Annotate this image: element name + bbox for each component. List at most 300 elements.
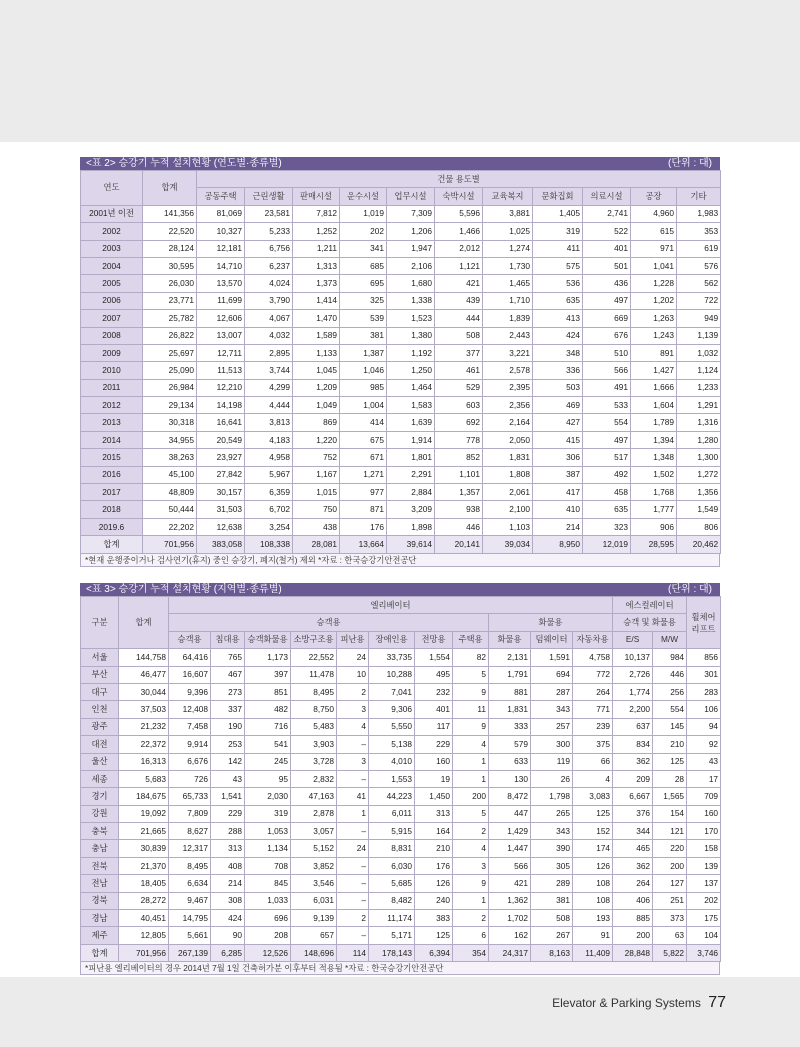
table-cell: 5,661 [169,927,211,944]
total-cell: 12,526 [245,944,291,961]
row-label: 2018 [81,501,143,518]
header-total: 합계 [143,171,197,206]
table-row [81,414,721,431]
table-cell: 30,318 [143,414,197,431]
row-label: 광주 [81,718,119,735]
table-cell: 22,372 [119,736,169,753]
table-cell: 603 [435,397,483,414]
table-cell: 12,181 [197,240,245,257]
table-cell: 121 [653,823,687,840]
table-cell: 417 [533,484,583,501]
table-row [81,223,721,240]
table-cell: 8,495 [169,857,211,874]
table-cell: 30,044 [119,683,169,700]
table-3-unit: (단위 : 대) [668,584,712,595]
table-cell: 852 [435,449,483,466]
table-cell: 28 [653,770,687,787]
table-cell: 1,049 [293,397,340,414]
table-cell: 95 [245,770,291,787]
table-cell: 1,947 [387,240,435,257]
table-cell: 771 [573,701,613,718]
table-cell: 91 [573,927,613,944]
table-cell: 709 [687,788,721,805]
column-header: 교육복지 [483,188,533,205]
table-cell: 184,675 [119,788,169,805]
table-cell: 22,520 [143,223,197,240]
total-cell: 28,595 [631,536,677,553]
table-cell: 28,124 [143,240,197,257]
table-cell: 8,472 [489,788,531,805]
table-cell: 1,565 [653,788,687,805]
table-cell: 1,831 [483,449,533,466]
table-cell: 2 [453,823,489,840]
table-cell: 1,300 [677,449,721,466]
table-cell: 1,228 [631,275,677,292]
table-2-unit: (단위 : 대) [668,158,712,169]
table-cell: 637 [613,718,653,735]
table-cell: 4 [573,770,613,787]
total-cell: 12,019 [583,536,631,553]
table-cell: 1,465 [483,275,533,292]
table-cell: 37,503 [119,701,169,718]
table-cell: 5,596 [435,205,483,222]
table-cell: 200 [653,857,687,874]
table-cell: 4 [453,736,489,753]
table-cell: 11,174 [369,910,415,927]
table-cell: 139 [687,857,721,874]
table-cell: 575 [533,257,583,274]
row-label: 경북 [81,892,119,909]
table-cell: 1,604 [631,397,677,414]
table-row [81,501,721,518]
table-cell: 325 [340,292,387,309]
table-cell: 1,777 [631,501,677,518]
table-cell: 1,730 [483,257,533,274]
table-cell: 1,103 [483,518,533,535]
table-cell: 491 [583,379,631,396]
table-cell: 11,513 [197,362,245,379]
table-cell: 38,263 [143,449,197,466]
table-row [81,892,721,909]
table-cell: 566 [583,362,631,379]
table-cell: 469 [533,397,583,414]
row-label: 2004 [81,257,143,274]
table-row [81,805,721,822]
table-cell: 27,842 [197,466,245,483]
table-cell: 20,549 [197,431,245,448]
total-row [81,944,721,961]
table-cell: 1,373 [293,275,340,292]
table-cell: 1,898 [387,518,435,535]
table-cell: 985 [340,379,387,396]
table-cell: 164 [415,823,453,840]
table-cell: 2,443 [483,327,533,344]
table-cell: 408 [211,857,245,874]
table-cell: 2,726 [613,666,653,683]
table-row [81,927,721,944]
table-cell: 82 [453,649,489,666]
table-cell: 64,416 [169,649,211,666]
table-cell: 9 [453,718,489,735]
table-cell: 2,741 [583,205,631,222]
table-cell: 1,316 [677,414,721,431]
table-cell: 9,139 [291,910,337,927]
table-cell: 333 [489,718,531,735]
table-cell: 6,676 [169,753,211,770]
table-cell: 750 [293,501,340,518]
column-header: 문화집회 [533,188,583,205]
column-header: 피난용 [337,631,369,648]
table-cell: 5,138 [369,736,415,753]
table-cell: 1,549 [677,501,721,518]
table-cell: 362 [613,753,653,770]
table-cell: 3,254 [245,518,293,535]
table-cell: 125 [573,805,613,822]
table-cell: 411 [533,240,583,257]
table-cell: 6,237 [245,257,293,274]
table-row [81,857,721,874]
table-cell: 8,482 [369,892,415,909]
table-cell: 1,252 [293,223,340,240]
header-escalator-sub: 승객 및 화물용 [613,614,687,631]
row-label: 전남 [81,875,119,892]
table-cell: 229 [211,805,245,822]
total-cell: 701,956 [119,944,169,961]
table-cell: 5,483 [291,718,337,735]
table-cell: 119 [531,753,573,770]
table-cell: 3,790 [245,292,293,309]
table-row [81,431,721,448]
row-label: 2007 [81,310,143,327]
table-cell: 533 [583,397,631,414]
table-cell: 1,502 [631,466,677,483]
column-header: 화물용 [489,631,531,648]
table-cell: 33,735 [369,649,415,666]
table-cell: 2,050 [483,431,533,448]
table-cell: 1 [337,805,369,822]
table-cell: 12,638 [197,518,245,535]
table-cell: 1,019 [340,205,387,222]
table-cell: 694 [531,666,573,683]
table-cell: – [337,736,369,753]
table-cell: 692 [435,414,483,431]
table-cell: 4,960 [631,205,677,222]
table-cell: 3,728 [291,753,337,770]
table-cell: 30,157 [197,484,245,501]
table-cell: 447 [489,805,531,822]
table-cell: 117 [415,718,453,735]
table-cell: 3,057 [291,823,337,840]
table-cell: 214 [533,518,583,535]
table-cell: 208 [245,927,291,944]
table-cell: 971 [631,240,677,257]
table-cell: 497 [583,292,631,309]
table-cell: 497 [583,431,631,448]
table-cell: 492 [583,466,631,483]
table-cell: 14,710 [197,257,245,274]
column-header: 장애인용 [369,631,415,648]
table-cell: 2,356 [483,397,533,414]
table-cell: 1,263 [631,310,677,327]
table-cell: 778 [435,431,483,448]
table-cell: 984 [653,649,687,666]
table-cell: 31,503 [197,501,245,518]
table-cell: 1,124 [677,362,721,379]
row-label: 전북 [81,857,119,874]
table-row [81,666,721,683]
table-cell: 8,750 [291,701,337,718]
table-cell: 2,030 [245,788,291,805]
table-cell: 11,478 [291,666,337,683]
table-cell: 10,327 [197,223,245,240]
table-cell: 1 [453,753,489,770]
table-cell: 4 [453,840,489,857]
table-cell: 47,163 [291,788,337,805]
table-cell: 18,405 [119,875,169,892]
header-passenger: 승객용 [169,614,489,631]
table-cell: 1,046 [340,362,387,379]
table-cell: 401 [415,701,453,718]
table-cell: 2,578 [483,362,533,379]
table-cell: 1,271 [340,466,387,483]
total-cell: 24,317 [489,944,531,961]
table-cell: 4,024 [245,275,293,292]
table-cell: 26,984 [143,379,197,396]
column-header: 공장 [631,188,677,205]
table-cell: 869 [293,414,340,431]
table-cell: 1,427 [631,362,677,379]
table-cell: 444 [435,310,483,327]
table-cell: 40,451 [119,910,169,927]
table-cell: 885 [613,910,653,927]
table-row [81,484,721,501]
table-cell: 2,200 [613,701,653,718]
table-cell: 26,030 [143,275,197,292]
table-cell: 1,774 [613,683,653,700]
table-cell: 1,139 [677,327,721,344]
total-cell: 354 [453,944,489,961]
table-cell: 2,395 [483,379,533,396]
header-elevator: 엘리베이터 [169,597,613,614]
table-row [81,344,721,361]
table-cell: 6,756 [245,240,293,257]
column-header: 의료시설 [583,188,631,205]
table-cell: 657 [291,927,337,944]
table-cell: 2,012 [435,240,483,257]
table-cell: 319 [533,223,583,240]
table-cell: – [337,857,369,874]
row-label: 2014 [81,431,143,448]
table-cell: 7,809 [169,805,211,822]
table-cell: 2,878 [291,805,337,822]
total-cell: 28,848 [613,944,653,961]
column-header: 업무시설 [387,188,435,205]
table-cell: 1,313 [293,257,340,274]
table-cell: 22,552 [291,649,337,666]
row-label: 서울 [81,649,119,666]
table-cell: 579 [489,736,531,753]
table-cell: 949 [677,310,721,327]
table-cell: 13,007 [197,327,245,344]
table-cell: 43 [211,770,245,787]
footer-brand: Elevator & Parking Systems [552,996,701,1010]
table-cell: 23,771 [143,292,197,309]
table-cell: 141,356 [143,205,197,222]
table-cell: 508 [531,910,573,927]
table-3-title: <표 3> 승강기 누적 설치현황 (지역별·종류별) [86,584,282,595]
table-cell: 1,121 [435,257,483,274]
table-cell: 344 [613,823,653,840]
table-cell: 615 [631,223,677,240]
table-cell: 2,832 [291,770,337,787]
table-cell: 1,167 [293,466,340,483]
total-cell: 6,394 [415,944,453,961]
table-cell: 9 [453,875,489,892]
column-header: 판매시설 [293,188,340,205]
table-cell: 1,450 [415,788,453,805]
row-label: 세종 [81,770,119,787]
table-cell: 9,306 [369,701,415,718]
table-cell: 834 [613,736,653,753]
table-cell: 765 [211,649,245,666]
table-cell: 313 [415,805,453,822]
table-cell: 1,414 [293,292,340,309]
table-cell: 1,053 [245,823,291,840]
row-label: 울산 [81,753,119,770]
table-cell: 7,812 [293,205,340,222]
table-2-caption [80,157,720,170]
table-cell: 144,758 [119,649,169,666]
table-cell: 635 [533,292,583,309]
table-cell: 4,958 [245,449,293,466]
table-cell: 12,408 [169,701,211,718]
table-cell: 881 [489,683,531,700]
table-cell: 439 [435,292,483,309]
table-cell: 685 [340,257,387,274]
table-row [81,397,721,414]
total-cell: 39,614 [387,536,435,553]
table-2 [80,157,720,567]
table-cell: 209 [613,770,653,787]
table-cell: 7,458 [169,718,211,735]
table-row [81,683,721,700]
table-cell: 21,370 [119,857,169,874]
table-cell: 390 [531,840,573,857]
table-cell: 16,313 [119,753,169,770]
table-cell: 214 [211,875,245,892]
table-cell: 24 [337,649,369,666]
table-cell: 383 [415,910,453,927]
table-cell: 11,699 [197,292,245,309]
table-cell: 501 [583,257,631,274]
table-cell: 3,813 [245,414,293,431]
table-cell: 1,789 [631,414,677,431]
table-cell: 1,015 [293,484,340,501]
table-cell: 142 [211,753,245,770]
table-cell: 176 [340,518,387,535]
table-cell: 1,583 [387,397,435,414]
table-cell: 10,137 [613,649,653,666]
table-cell: 1,243 [631,327,677,344]
total-cell: 8,163 [531,944,573,961]
row-label: 2005 [81,275,143,292]
table-cell: 104 [687,927,721,944]
table-cell: 1,274 [483,240,533,257]
table-cell: 906 [631,518,677,535]
table-cell: 44,223 [369,788,415,805]
table-cell: 377 [435,344,483,361]
table-cell: 2,100 [483,501,533,518]
table-cell: 1,272 [677,466,721,483]
column-header: E/S [613,631,653,648]
table-cell: 267 [531,927,573,944]
table-cell: 10 [337,666,369,683]
table-cell: 716 [245,718,291,735]
table-cell: 1,639 [387,414,435,431]
table-cell: 175 [687,910,721,927]
table-cell: 193 [573,910,613,927]
table-cell: 5 [453,666,489,683]
table-cell: 1,041 [631,257,677,274]
table-cell: 353 [677,223,721,240]
table-cell: 2 [453,910,489,927]
table-row [81,275,721,292]
table-cell: 2 [337,683,369,700]
table-cell: 633 [489,753,531,770]
table-cell: 2,884 [387,484,435,501]
table-cell: 421 [435,275,483,292]
table-cell: 2,061 [483,484,533,501]
table-cell: 288 [211,823,245,840]
table-cell: 1,666 [631,379,677,396]
table-cell: 1,466 [435,223,483,240]
table-cell: 3,881 [483,205,533,222]
table-cell: 125 [415,927,453,944]
table-cell: 696 [245,910,291,927]
total-cell: 20,462 [677,536,721,553]
table-cell: 401 [583,240,631,257]
table-cell: 2,291 [387,466,435,483]
total-cell: 6,285 [211,944,245,961]
table-row [81,310,721,327]
top-margin-band [0,0,800,142]
table-cell: 1,801 [387,449,435,466]
table-cell: 1,914 [387,431,435,448]
total-row [81,536,721,553]
table-row [81,753,721,770]
table-cell: 21,665 [119,823,169,840]
table-cell: 387 [533,466,583,483]
row-label: 2010 [81,362,143,379]
table-cell: 239 [573,718,613,735]
table-row [81,649,721,666]
table-cell: 381 [531,892,573,909]
table-cell: 1,394 [631,431,677,448]
table-cell: 1,291 [677,397,721,414]
table-cell: 413 [533,310,583,327]
total-cell: 108,338 [245,536,293,553]
table-cell: 856 [687,649,721,666]
table-cell: 1,233 [677,379,721,396]
table-cell: 436 [583,275,631,292]
row-label: 충북 [81,823,119,840]
table-cell: 264 [573,683,613,700]
table-cell: 510 [583,344,631,361]
table-cell: 190 [211,718,245,735]
total-cell: 11,409 [573,944,613,961]
row-label: 2008 [81,327,143,344]
table-cell: 202 [340,223,387,240]
